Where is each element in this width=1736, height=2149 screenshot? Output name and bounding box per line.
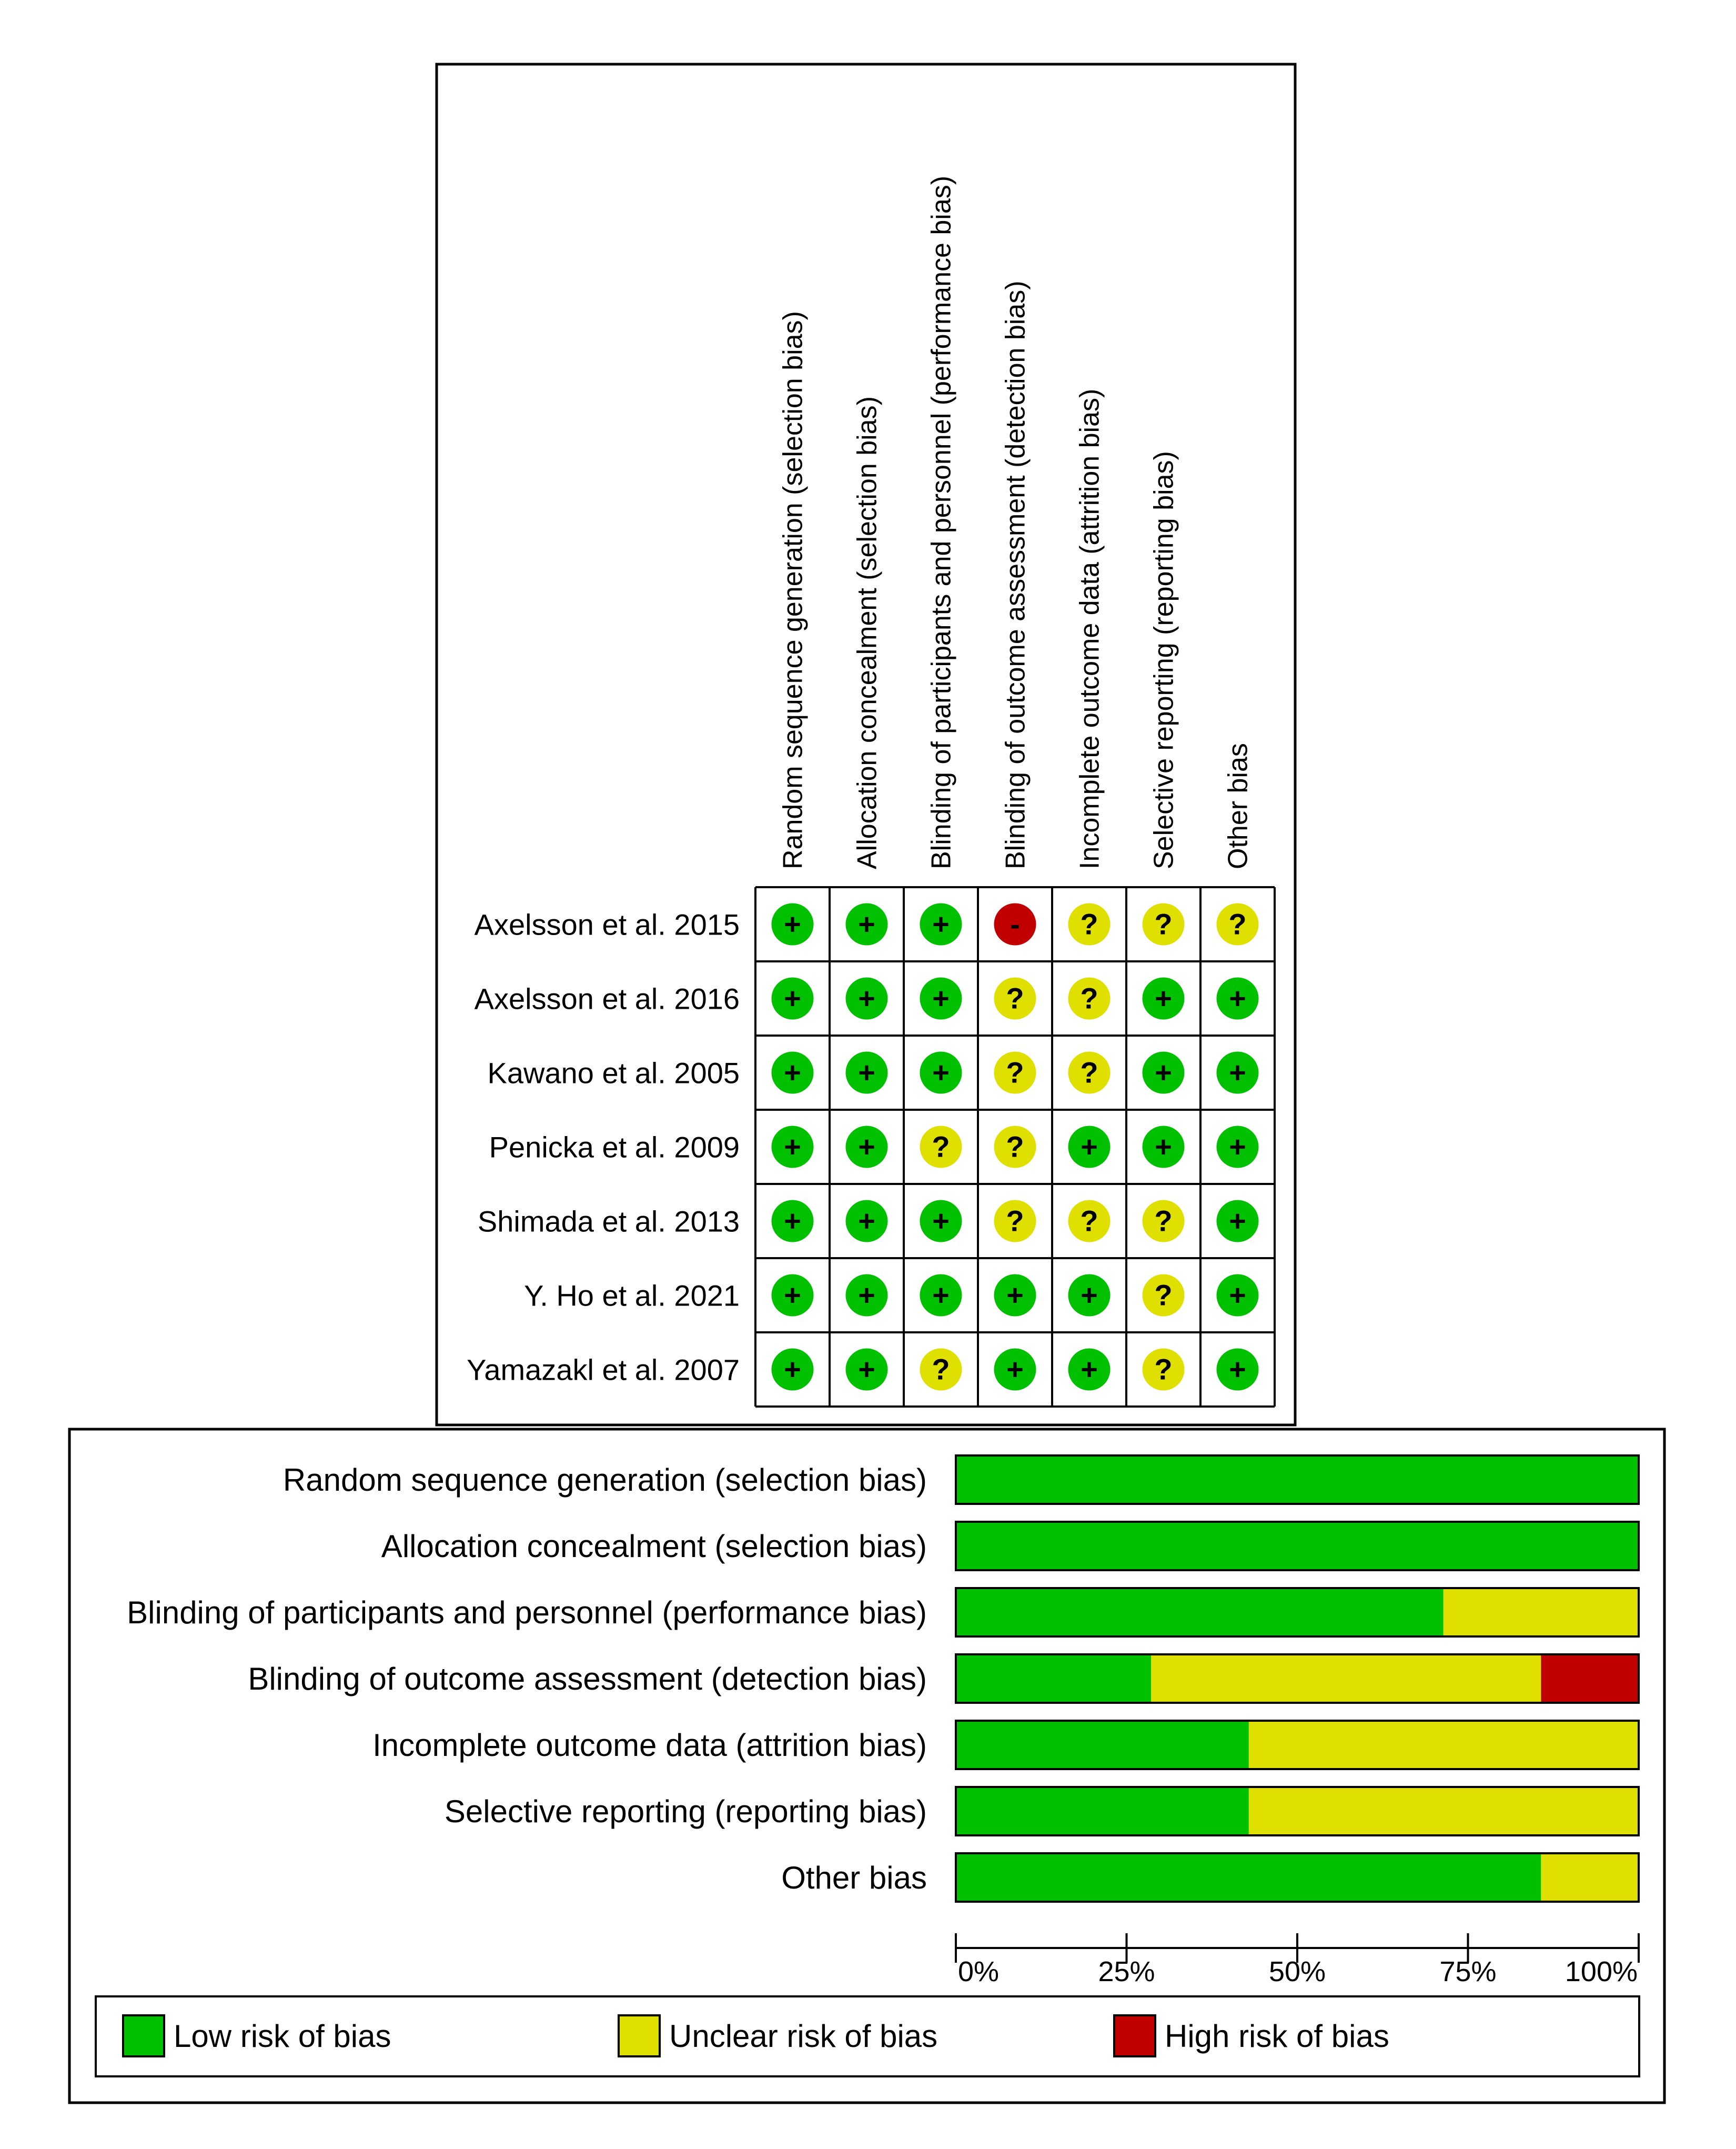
judgement-symbol: - [1010,907,1020,941]
study-label: Axelsson et al. 2016 [474,982,740,1016]
legend-swatch [123,2015,164,2056]
bar-segment [1541,1654,1639,1703]
judgement-cell [1068,1126,1111,1168]
judgement-cell [920,1200,962,1242]
judgement-symbol: ? [1006,981,1024,1015]
judgement-symbol: + [932,1204,950,1238]
judgement-cell [1068,978,1111,1020]
judgement-cell [1068,1274,1111,1317]
judgement-cell [1068,1200,1111,1242]
bar-segment [956,1588,1444,1636]
column-header: Blinding of outcome assessment (detection bias) [1000,280,1031,869]
domain-label: Incomplete outcome data (attrition bias) [372,1728,927,1763]
judgement-cell [920,978,962,1020]
domain-label: Other bias [781,1860,927,1895]
bar-segment [1151,1654,1541,1703]
judgement-symbol: + [858,981,875,1015]
judgement-symbol: + [784,907,801,941]
legend-swatch [1114,2015,1155,2056]
judgement-symbol: ? [1006,1130,1024,1163]
judgement-symbol: + [858,1130,875,1163]
bar-segment [956,1721,1249,1769]
judgement-symbol: + [1155,1130,1172,1163]
bar-segment [956,1654,1151,1703]
study-label: Axelsson et al. 2015 [474,908,740,941]
judgement-symbol: ? [1080,981,1098,1015]
judgement-cell [1068,1349,1111,1391]
judgement-cell [994,1349,1036,1391]
judgement-symbol: + [858,1352,875,1386]
judgement-symbol: + [932,1278,950,1312]
judgement-cell [994,1126,1036,1168]
study-label: Penicka et al. 2009 [489,1130,740,1164]
x-tick-label: 0% [958,1956,1000,1987]
judgement-cell [772,1349,814,1391]
judgement-symbol: ? [1154,1204,1173,1238]
judgement-cell [1217,1200,1259,1242]
judgement-symbol: + [932,981,950,1015]
judgement-cell [1143,978,1185,1020]
judgement-symbol: + [1229,1204,1246,1238]
judgement-symbol: ? [1080,1204,1098,1238]
judgement-symbol: + [1229,1352,1246,1386]
bar-segment [956,1522,1639,1570]
bar-segment [1444,1588,1639,1636]
judgement-cell [1143,1200,1185,1242]
bar-segment [1249,1721,1639,1769]
judgement-cell [994,1052,1036,1094]
judgement-cell [1217,1126,1259,1168]
study-label: Kawano et al. 2005 [487,1056,740,1090]
judgement-cell [846,1349,888,1391]
judgement-cell [1143,903,1185,946]
judgement-cell [1217,903,1259,946]
judgement-cell [1217,1349,1259,1391]
domain-label: Allocation concealment (selection bias) [381,1529,927,1564]
judgement-symbol: ? [1154,1352,1173,1386]
judgement-symbol: + [1006,1278,1024,1312]
judgement-cell [772,1052,814,1094]
judgement-symbol: + [1006,1352,1024,1386]
judgement-cell [846,1126,888,1168]
bar-segment [956,1455,1639,1504]
judgement-symbol: ? [1228,907,1247,941]
study-label: Shimada et al. 2013 [477,1204,740,1238]
legend-label: High risk of bias [1165,2019,1389,2054]
judgement-symbol: + [1081,1352,1098,1386]
judgement-cell [920,1052,962,1094]
judgement-cell [920,903,962,946]
judgement-cell [1217,1052,1259,1094]
judgement-symbol: + [1081,1278,1098,1312]
judgement-cell [920,1349,962,1391]
judgement-symbol: + [1229,1056,1246,1089]
column-header: Other bias [1223,743,1254,869]
judgement-cell [846,1200,888,1242]
bar-segment [1249,1787,1639,1835]
judgement-symbol: + [784,1352,801,1386]
legend-swatch [619,2015,660,2056]
judgement-cell [1217,1274,1259,1317]
study-label: Yamazakl et al. 2007 [467,1353,740,1387]
judgement-symbol: ? [1154,1278,1173,1312]
judgement-cell [772,1274,814,1317]
legend-item [1114,2015,1389,2056]
judgement-cell [846,1274,888,1317]
judgement-cell [994,1274,1036,1317]
judgement-cell [1143,1126,1185,1168]
x-tick-label: 50% [1268,1956,1326,1987]
x-tick-label: 25% [1098,1956,1155,1987]
judgement-cell [846,903,888,946]
judgement-symbol: + [858,907,875,941]
judgement-cell [772,978,814,1020]
bar-segment [1541,1853,1639,1902]
judgement-symbol: ? [1006,1056,1024,1089]
judgement-cell [920,1126,962,1168]
judgement-cell [994,1200,1036,1242]
judgement-cell [920,1274,962,1317]
domain-label: Random sequence generation (selection bias) [282,1462,927,1498]
study-label: Y. Ho et al. 2021 [524,1279,740,1312]
judgement-symbol: + [932,907,950,941]
judgement-cell [846,1052,888,1094]
judgement-symbol: ? [1154,907,1173,941]
judgement-cell [846,978,888,1020]
judgement-cell [994,903,1036,946]
column-header: Allocation concealment (selection bias) [852,396,883,869]
judgement-symbol: ? [1080,1056,1098,1089]
judgement-symbol: + [858,1204,875,1238]
judgement-cell [1068,903,1111,946]
judgement-cell [772,1200,814,1242]
domain-label: Blinding of outcome assessment (detection bias) [248,1661,927,1696]
judgement-cell [994,978,1036,1020]
judgement-cell [772,903,814,946]
column-header: Blinding of participants and personnel (performance bias) [926,175,957,869]
judgement-cell [1143,1349,1185,1391]
judgement-symbol: + [1229,1278,1246,1312]
judgement-symbol: + [784,981,801,1015]
column-header: Random sequence generation (selection bias) [778,311,809,869]
judgement-symbol: + [1155,1056,1172,1089]
judgement-symbol: + [1155,981,1172,1015]
judgement-cell [1217,978,1259,1020]
judgement-symbol: ? [1006,1204,1024,1238]
judgement-cell [1143,1052,1185,1094]
legend-label: Unclear risk of bias [669,2019,938,2054]
judgement-symbol: + [784,1056,801,1089]
judgement-symbol: + [784,1130,801,1163]
judgement-symbol: + [858,1278,875,1312]
judgement-symbol: ? [1080,907,1098,941]
domain-label: Selective reporting (reporting bias) [444,1794,927,1829]
judgement-symbol: + [858,1056,875,1089]
judgement-symbol: ? [932,1352,950,1386]
domain-label: Blinding of participants and personnel (performance bias) [127,1595,927,1630]
judgement-symbol: + [1229,981,1246,1015]
judgement-cell [1143,1274,1185,1317]
judgement-symbol: ? [932,1130,950,1163]
bar-segment [956,1853,1541,1902]
legend-label: Low risk of bias [174,2019,391,2054]
legend-item [123,2015,391,2056]
judgement-symbol: + [1081,1130,1098,1163]
judgement-symbol: + [784,1204,801,1238]
judgement-cell [1068,1052,1111,1094]
judgement-symbol: + [784,1278,801,1312]
x-tick-label: 100% [1565,1956,1638,1987]
judgement-symbol: + [932,1056,950,1089]
bar-segment [956,1787,1249,1835]
judgement-cell [772,1126,814,1168]
column-header: Incomplete outcome data (attrition bias) [1074,388,1105,869]
x-tick-label: 75% [1439,1956,1497,1987]
judgement-symbol: + [1229,1130,1246,1163]
column-header: Selective reporting (reporting bias) [1148,451,1179,869]
